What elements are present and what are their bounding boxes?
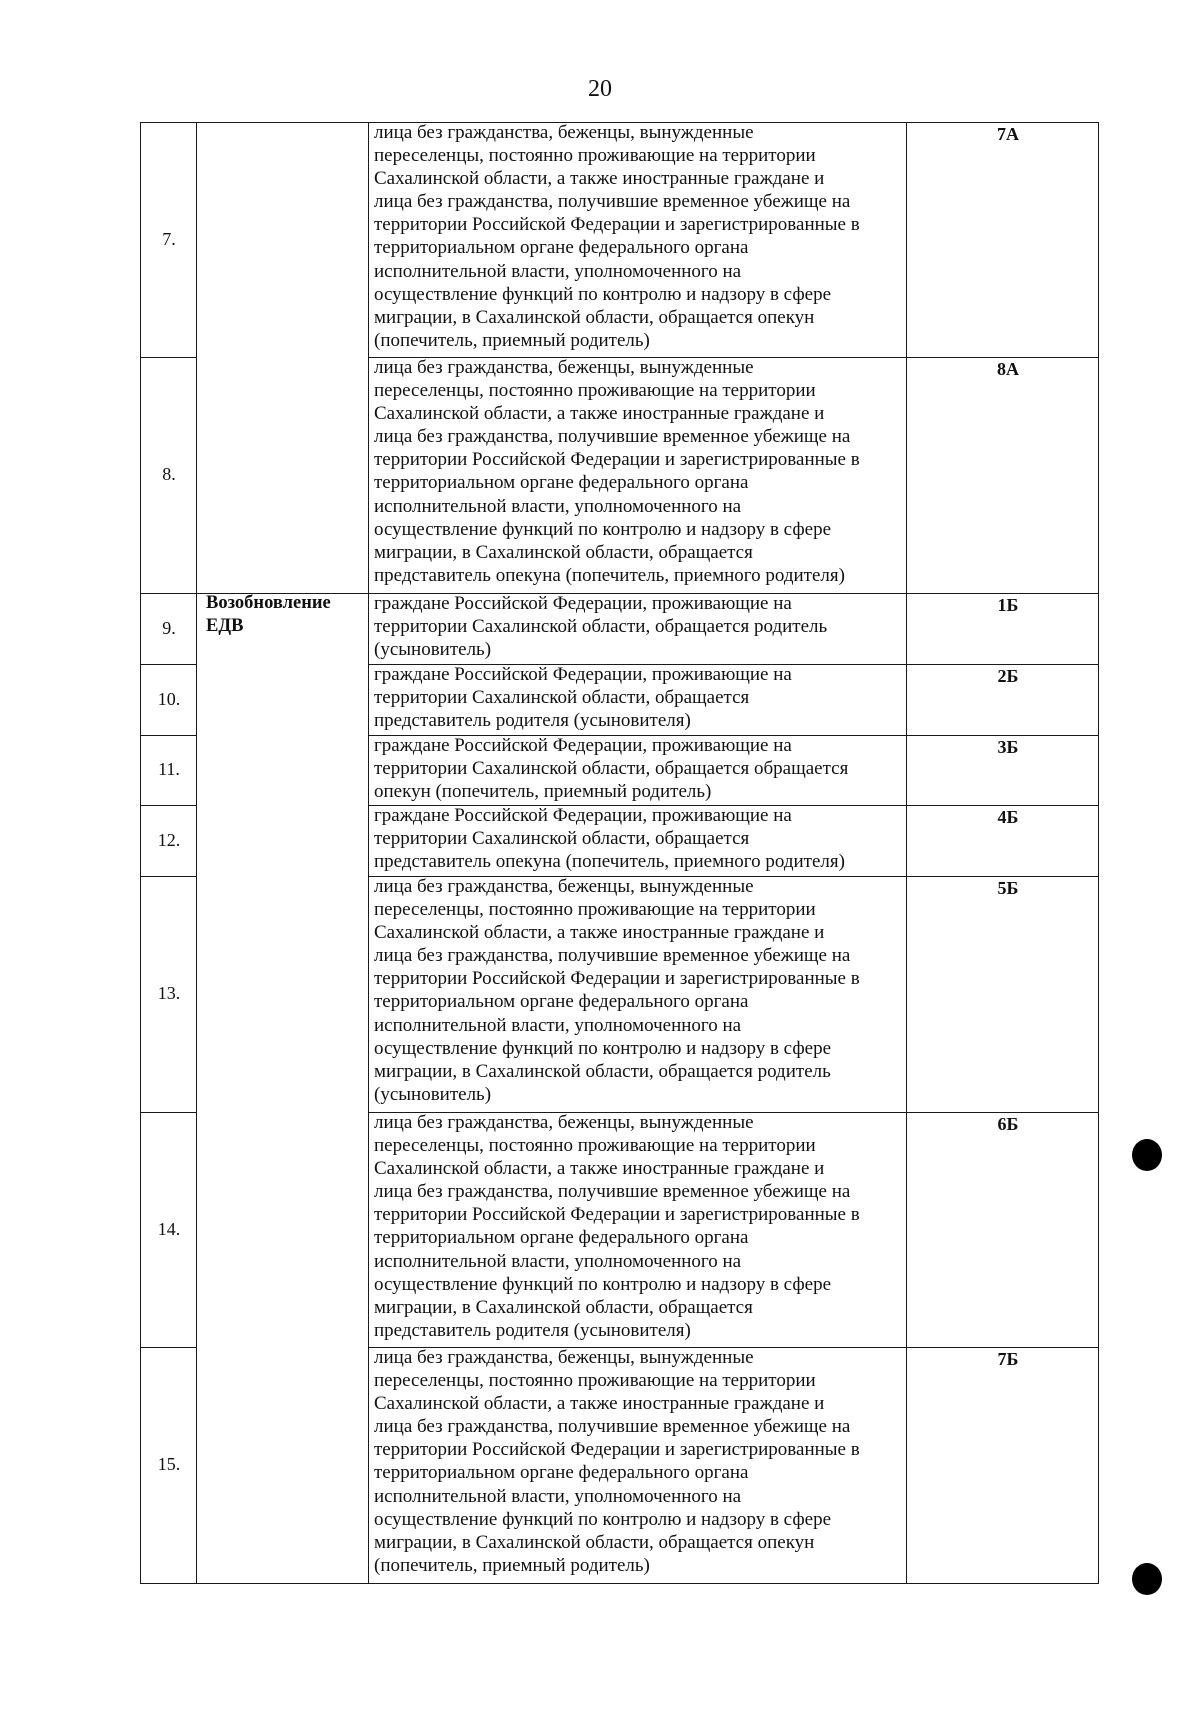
table-border (140, 1583, 1099, 1584)
row-number: 11. (158, 759, 180, 779)
row-description: лица без гражданства, беженцы, вынужденные переселенцы, постоянно проживающие на территории Сахалинской области, а также иностранные граждане и лица без гражданства, получившие временное убежище на территории Российской Федерации и зарегистрированные в территориальном органе федерального органа исполнительной власти, уполномоченного на осуществление функций по контролю и надзору в сфере миграции, в Сахалинской области, обращается опекун (попечитель, приемный родитель) (374, 1347, 860, 1576)
column-divider (196, 122, 197, 1584)
punch-hole-mark (1132, 1139, 1162, 1171)
row-divider (140, 664, 197, 665)
row-code: 6Б (997, 1114, 1019, 1134)
row-code: 8А (997, 359, 1019, 379)
category-label: Возобновление ЕДВ (206, 593, 331, 636)
row-code: 4Б (997, 807, 1019, 827)
row-number: 7. (162, 228, 176, 249)
row-description: граждане Российской Федерации, проживающие на территории Сахалинской области, обращается представитель опекуна (попечитель, приемного родителя) (374, 805, 845, 873)
row-divider (140, 1112, 197, 1113)
row-description: лица без гражданства, беженцы, вынужденные переселенцы, постоянно проживающие на территории Сахалинской области, а также иностранные граждане и лица без гражданства, получившие временное убежище на территории Российской Федерации и зарегистрированные в территориальном органе федерального органа исполнительной власти, уполномоченного на осуществление функций по контролю и надзору в сфере миграции, в Сахалинской области, обращается опекун (попечитель, приемный родитель) (374, 122, 860, 351)
row-description: граждане Российской Федерации, проживающие на территории Сахалинской области, обращается родитель (усыновитель) (374, 593, 828, 661)
page-number: 20 (588, 76, 612, 102)
row-number: 13. (157, 983, 181, 1003)
row-number: 8. (162, 464, 176, 484)
row-code: 1Б (997, 595, 1019, 615)
row-description: лица без гражданства, беженцы, вынужденные переселенцы, постоянно проживающие на территории Сахалинской области, а также иностранные граждане и лица без гражданства, получившие временное убежище на территории Российской Федерации и зарегистрированные в территориальном органе федерального органа исполнительной власти, уполномоченного на осуществление функций по контролю и надзору в сфере миграции, в Сахалинской области, обращается представитель опекуна (попечитель, приемного родителя) (374, 357, 860, 586)
row-description: лица без гражданства, беженцы, вынужденные переселенцы, постоянно проживающие на территории Сахалинской области, а также иностранные граждане и лица без гражданства, получившие временное убежище на территории Российской Федерации и зарегистрированные в территориальном органе федерального органа исполнительной власти, уполномоченного на осуществление функций по контролю и надзору в сфере миграции, в Сахалинской области, обращается представитель родителя (усыновителя) (374, 1112, 860, 1341)
row-number: 9. (162, 617, 176, 638)
row-number: 15. (157, 1454, 181, 1474)
row-divider (140, 1347, 197, 1348)
row-code: 3Б (997, 737, 1019, 757)
row-code: 5Б (997, 878, 1019, 898)
row-code: 2Б (997, 666, 1019, 686)
table-border (140, 122, 141, 1584)
row-description: граждане Российской Федерации, проживающие на территории Сахалинской области, обращается обращается опекун (попечитель, приемный родитель) (374, 735, 849, 803)
row-description: граждане Российской Федерации, проживающие на территории Сахалинской области, обращается представитель родителя (усыновителя) (374, 664, 792, 732)
row-divider (140, 805, 197, 806)
row-divider (140, 876, 197, 877)
punch-hole-mark (1132, 1563, 1162, 1595)
row-code: 7А (997, 124, 1019, 144)
row-number: 14. (157, 1218, 181, 1239)
column-divider (368, 122, 369, 1584)
row-divider (140, 357, 197, 358)
row-number: 12. (157, 829, 181, 850)
row-divider (140, 735, 197, 736)
row-number: 10. (157, 688, 181, 709)
row-description: лица без гражданства, беженцы, вынужденные переселенцы, постоянно проживающие на территории Сахалинской области, а также иностранные граждане и лица без гражданства, получившие временное убежище на территории Российской Федерации и зарегистрированные в территориальном органе федерального органа исполнительной власти, уполномоченного на осуществление функций по контролю и надзору в сфере миграции, в Сахалинской области, обращается родитель (усыновитель) (374, 876, 860, 1105)
row-code: 7Б (997, 1349, 1019, 1369)
